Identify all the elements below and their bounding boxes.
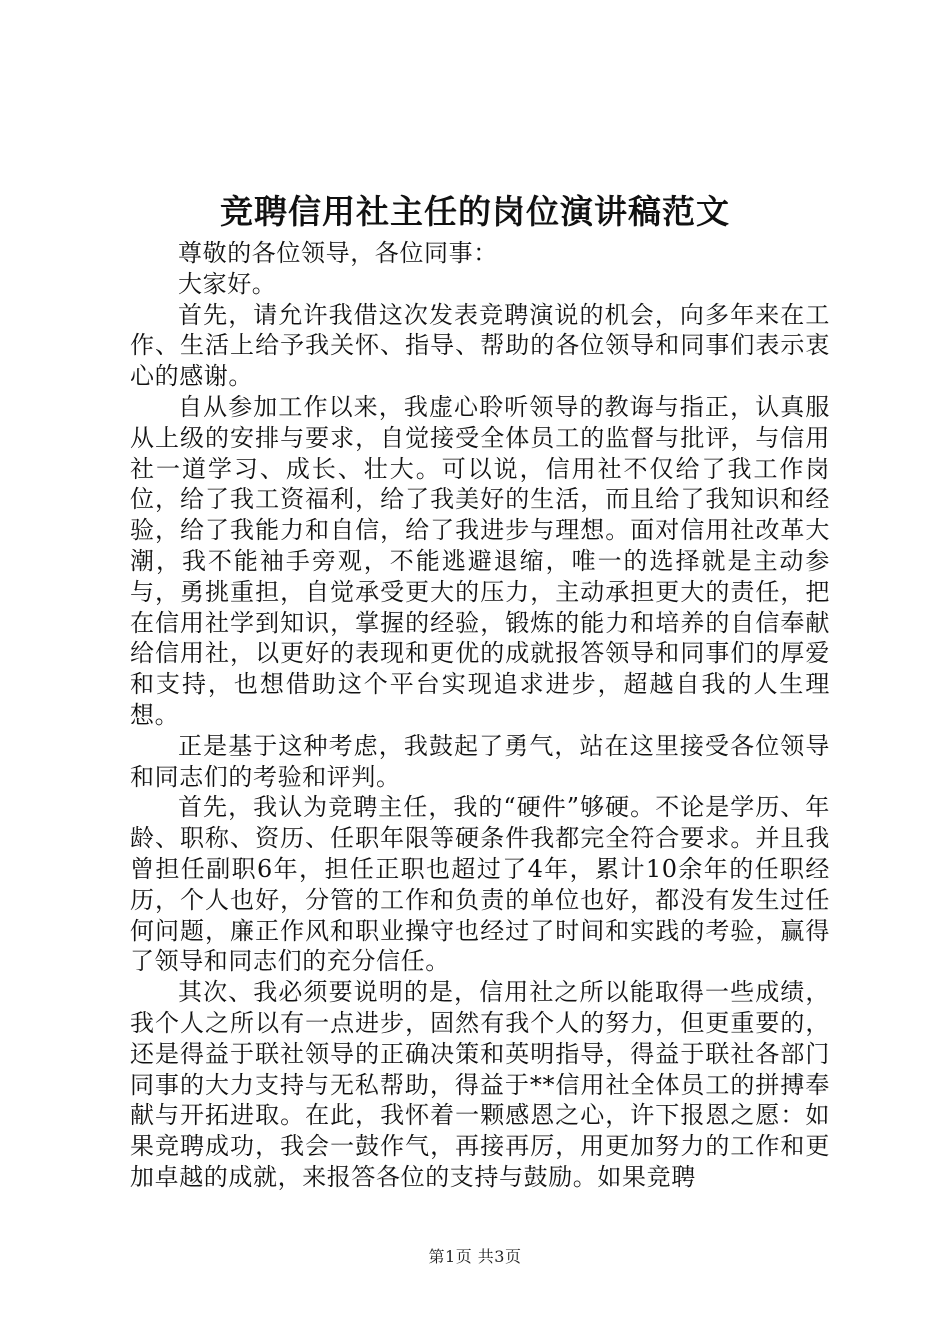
paragraph-greeting: 大家好。 xyxy=(178,269,277,298)
document-title: 竞聘信用社主任的岗位演讲稿范文 xyxy=(220,192,730,231)
document-body xyxy=(130,238,830,1193)
paragraph-motivation: 正是基于这种考虑，我鼓起了勇气，站在这里接受各位领导和同志们的考验和评判。 xyxy=(130,731,830,791)
page-number-footer: 第1页 共3页 xyxy=(428,1247,522,1266)
paragraph-thanks: 首先，请允许我借这次发表竞聘演说的机会，向多年来在工作、生活上给予我关怀、指导、帮助的各位领导和同事们表示衷心的感谢。 xyxy=(130,300,830,391)
paragraph-qualifications: 首先，我认为竞聘主任，我的“硬件”够硬。不论是学历、年龄、职称、资历、任职年限等硬条件我都完全符合要求。并且我曾担任副职6年，担任正职也超过了4年，累计10余年的任职经历，个人也好，分管的工作和负责的单位也好，都没有发生过任何问题，廉正作风和职业操守也经过了时间和实践的考验，赢得了领导和同志们的充分信任。 xyxy=(130,793,830,976)
paragraph-gratitude: 其次、我必须要说明的是，信用社之所以能取得一些成绩，我个人之所以有一点进步，固然有我个人的努力，但更重要的，还是得益于联社领导的正确决策和英明指导，得益于联社各部门同事的大力支持与无私帮助，得益于**信用社全体员工的拼搏奉献与开拓进取。在此，我怀着一颗感恩之心，许下报恩之愿：如果竞聘成功，我会一鼓作气，再接再厉，用更加努力的工作和更加卓越的成就，来报答各位的支持与鼓励。如果竞聘 xyxy=(130,978,830,1191)
paragraph-experience: 自从参加工作以来，我虚心聆听领导的教诲与指正，认真服从上级的安排与要求，自觉接受全体员工的监督与批评，与信用社一道学习、成长、壮大。可以说，信用社不仅给了我工作岗位，给了我工资福利，给了我美好的生活，而且给了我知识和经验，给了我能力和自信，给了我进步与理想。面对信用社改革大潮，我不能袖手旁观，不能逃避退缩，唯一的选择就是主动参与，勇挑重担，自觉承受更大的压力，主动承担更大的责任，把在信用社学到知识，掌握的经验，锻炼的能力和培养的自信奉献给信用社，以更好的表现和更优的成就报答领导和同事们的厚爱和支持，也想借助这个平台实现追求进步，超越自我的人生理想。 xyxy=(130,392,830,729)
paragraph-salutation: 尊敬的各位领导，各位同事： xyxy=(178,239,498,267)
